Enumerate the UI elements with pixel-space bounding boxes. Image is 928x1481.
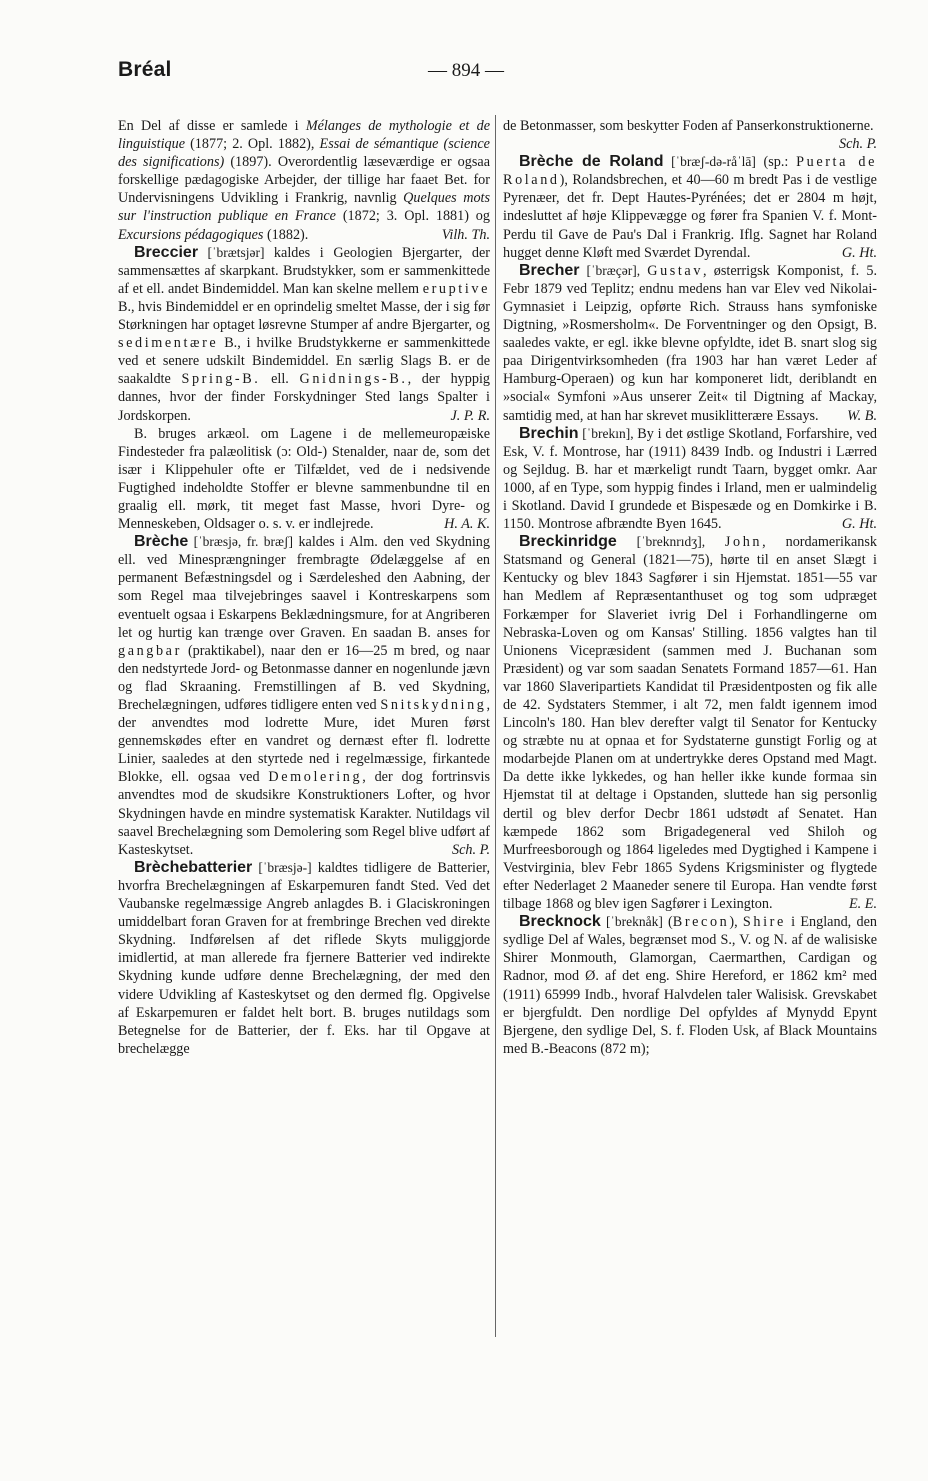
headword: Brèche — [134, 533, 189, 551]
left-column — [118, 117, 490, 1058]
text: (1877; 2. Opl. 1882), — [185, 136, 320, 153]
page-number: — 894 — — [428, 60, 504, 81]
entry-breckinridge — [503, 533, 877, 913]
entry-breal-continuation — [118, 117, 490, 244]
column-divider — [495, 115, 496, 1337]
spaced-term: Demolering — [268, 769, 363, 786]
author-signature: E. E. — [849, 896, 877, 913]
text: , østerrigsk Komponist, f. 5. Febr 1879 ved Teplitz; endnu medens han var Elev ved Nikolai-Gymnasiet i Leipzig, opførte Rich. Strauss hans symfoniske Digtning, »Rosmersholm«. De Forventninger og den Opsigt, B. saaledes vakte, er egl. ikke blevne opfyldte, idet B. snart slog sig paa Dirigentvirksomheden (fra 1903 har han været Leder af Hamburg-Operaen) og kun har komponeret lidt, deriblandt en »social« Symfoni »Aus unserer Zeit« til Digtning af Mackay, samtidig med, at han har skrevet musiklitterære Essays. — [503, 262, 877, 424]
text: , nordamerikansk Statsmand og General (1821—75), hørte til en anset Slægt i Kentucky og blev 1843 Sagfører i sin Hjemstat. 1851—55 var han Medlem af Repræsentanthuset og tog som udpræget Forkæmper for Slaveriet ivrig Del i Forhandlingerne om Nebraska-Loven og om Kansas' Stilling. 1856 valgtes han til Unionens Vicepræsident (sammen med J. Buchanan som Præsident) og var som saadan Senatets Formand 1857—61. Han var 1860 Slaveripartiets Kandidat til Præsidentposten og fik alle de 42. Sydstaters Stemmer, i alt 72, men faldt igennem imod Lincoln's 180. Han blev derefter valgt til Senator for Kentucky og stræbte nu at opnaa et for Sydstaterne gunstigt Forlig og at modarbejde Planen om at undertrykke deres Opstand med Magt. Da dette ikke lykkedes, og han heller ikke kunde formaa sin Hjemstat til at deltage i Opstanden, sluttede han sig personlig dertil og blev derfor Decbr 1861 udstødt af Senatet. Han kæmpede 1862 som Brigadegeneral ved Shiloh og Murfreesborough og 1864 ligeledes med Dygtighed i Kampene i Vestvirginia, blev Febr 1865 Sydens Krigsminister og flygtede efter Nederlaget 2 Maaneder senere til Europa. Han vendte først tilbage 1868 og blev igen Sagfører i Lexington. — [503, 534, 878, 913]
headword: Breckinridge — [519, 533, 617, 551]
text: (1882). — [263, 226, 309, 243]
pronunciation: [ˈbrætsjər] — [198, 244, 274, 260]
spaced-term: Gnidnings-B. — [299, 371, 408, 388]
text: ), — [729, 914, 743, 931]
book-title: Essai de sémantique (science des significations) — [118, 136, 490, 171]
text: ), — [559, 172, 573, 189]
author-signature: Sch. P. — [839, 136, 877, 153]
text: i England, den sydlige Del af Wales, begrænset mod S., V. og N. af de walisiske Shirer Monmouth, Glamorgan, Caermarthen, Cardigan og Radnor, mod Ø. af det eng. Shire Hereford, er 1862 km² med (1911) 65999 Indb., hvoraf Halvdelen taler Walisisk. Grevskabet er bjergfuldt. Den nordlige Del opfyldes af Mynydd Epynt Bjergene, den sydlige Del, S. f. Floden Usk, af Black Mountains med B.-Beacons (872 m); — [503, 914, 877, 1057]
spaced-term: Brecon — [672, 914, 730, 931]
book-title: Mélanges de mythologie et de linguistique — [118, 118, 491, 153]
entry-breche — [118, 533, 490, 859]
spaced-term: sedimentære — [118, 335, 219, 352]
text: B., hvis Bindemiddel er en oprindelig smeltet Masse, der i sig før Størkningen har optaget løsrevne Stumper af andre Bjergarter, og — [118, 298, 490, 334]
entry-brechebatterier — [118, 859, 490, 1058]
spaced-term: Spring-B. — [181, 371, 261, 388]
spaced-term: John — [724, 534, 763, 551]
spaced-term: gangbar — [118, 642, 182, 659]
entry-brecher — [503, 262, 877, 425]
author-signature: H. A. K. — [444, 516, 490, 533]
entry-breche-de-roland — [503, 153, 877, 262]
pronunciation: [ˈbræsjə-] — [252, 859, 318, 875]
entry-brecknock — [503, 913, 877, 1058]
text: , der dog fortrinsvis anvendtes mod de skudsikre Konstruktioners Lofter, og hvor Skydningen havde en mindre systematisk Karakter. Nutildags vil saavel Brechelægning som Demolering som Regel blive udført af Kasteskytset. — [118, 769, 490, 858]
text: Rolandsbrechen — [572, 172, 664, 189]
author-signature: J. P. R. — [450, 407, 490, 424]
headword: Brecher — [519, 261, 580, 279]
book-title: Quelques mots sur l'instruction publique en France — [118, 190, 490, 225]
text: ell. — [260, 371, 300, 388]
running-head: Bréal — [118, 58, 172, 81]
text: En Del af disse er samlede i — [118, 118, 306, 134]
spaced-term: eruptive — [422, 280, 490, 297]
text: kaldes i Geologien Bjergarter, der sammensættes af skarpkant. Brudstykker, som er sammenkittede af et ell. andet Bindemiddel. Man kan skelne mellem — [118, 244, 490, 297]
book-title: Excursions pédagogiques — [118, 226, 264, 243]
text: (1872; 3. Opl. 1881) og — [335, 208, 490, 225]
pronunciation: [ˈbræçər], — [579, 262, 648, 278]
spaced-term: Puerta de Roland — [503, 154, 877, 189]
pronunciation: [ˈbrekın], — [578, 425, 638, 441]
author-signature: G. Ht. — [841, 516, 877, 533]
author-signature: Vilh. Th. — [441, 226, 490, 243]
text: (sp.: — [763, 154, 797, 171]
entry-breccier-archaeology — [118, 425, 490, 534]
text: By i det østlige Skotland, Forfarshire, ved Esk, V. f. Montrose, har (1911) 8439 Indb. og Industri i Lærred og Sejldug. B. har et mærkeligt rundt Taarn, bygget omkr. Aar 1000, af en Type, som hyppig findes i Irland, men er ualmindelig i Skotland. David I grundede et Bispesæde og en Domkirke i B. 1150. Montrose afbrændte Byen 1645. — [503, 425, 877, 533]
text: , der hyppig dannes, hvor der finder Forskydninger Sted langs Spalter i Jordskorpen. — [118, 371, 490, 424]
text: , et 40—60 m bredt Pas i de vestlige Pyrenæer, det fr. Dept Hautes-Pyrénées; det er 2804 m højt, indesluttet af høje Klippevægge og fører fra Spanien V. f. Mont-Perdu til Gave de Pau's Dal i Frankrig. Iflg. Sagnet har Roland hugget denne Kløft med Sværdet Dyrendal. — [503, 172, 877, 261]
author-signature: Sch. P. — [452, 841, 490, 858]
headword: Brecknock — [519, 913, 601, 931]
text: de Betonmasser, som beskytter Foden af Panserkonstruktionerne. — [503, 118, 874, 134]
entry-breccier — [118, 244, 490, 425]
headword: Brèche de Roland — [519, 153, 664, 171]
text: , der anvendtes mod lodrette Mure, idet Muren først gennemskødes efter en vandret og dernæst efter fl. lodrette Linier, saaledes at den styrtede ned i regelmæssige, firkantede Blokke, ell. ogsaa ved — [118, 697, 490, 786]
headword: Brechin — [519, 424, 579, 442]
text: kaldes i Alm. den ved Skydning ell. ved Minesprængninger frembragte Ødelæggelse af en permanent Befæstningsdel og i Særdeleshed den Aabning, der som Regel maa tilvejebringes saavel i Kontreskarpens som eventuelt ogsaa i Eskarpens Beklædningsmure, for at Angriberen let og hurtig kan trænge over Graven. En saadan B. anses for — [118, 534, 490, 641]
text: B. bruges arkæol. om Lagene i de mellemeuropæiske Findesteder fra palæolitisk (ɔ: Old-) Stenalder, naar de, som det især i Klippehuler ofte er Tilfældet, ved de i nedsivende Fugtighed indeholdte Stoffer er blevne sammenbundne til en graalig ell. mørk, tit meget fast Masse, hvori Dyre- og Menneskeben, Oldsager o. s. v. er indlejrede. — [118, 425, 490, 533]
entry-brechin — [503, 425, 877, 534]
pronunciation: [ˈbreknrıdʒ], — [616, 534, 725, 550]
spaced-term: Shire — [742, 914, 786, 931]
text: (1897). Overordentlig læseværdige er ogsaa forskellige pædagogiske Arbejder, der tillige har faaet Bet. for Undervisningens Udvikling i Frankrig, navnlig — [118, 154, 490, 207]
headword: Breccier — [134, 243, 199, 261]
page-header — [118, 58, 814, 88]
spaced-term: Gustav — [647, 262, 704, 279]
text: ( — [668, 914, 673, 931]
right-column — [503, 117, 877, 1058]
headword: Brèchebatterier — [134, 858, 253, 876]
author-signature: G. Ht. — [841, 244, 877, 261]
text: B., i hvilke Brudstykkerne er sammenkittede ved et senere udskilt Bindemiddel. En særlig Slags B. er de saakaldte — [118, 335, 490, 388]
spaced-term: Snitskydning — [380, 697, 487, 713]
pronunciation: [ˈbræsjə, fr. bræʃ] — [188, 534, 299, 550]
text: kaldtes tidligere de Batterier, hvorfra Brechelægningen af Eskarpemuren fandt Sted. Ved det Vaubanske regelmæssige Angreb anlagdes B. i Glaciskroningen umiddelbart foran Graven for at frembringe Brechen ved direkte Skydning. Indførelsen af det riflede Skyts muliggjorde imidlertid, at man allerede fra fjernere Batterier ved indirekte Skydning kunde udføre denne Brechelægning, der med den videre Udvikling af Kasteskytset og den dermed flg. Opgivelse af Eskarpemuren er faldet helt bort. B. bruges nutildags som Betegnelse for de Batterier, der f. Eks. har til Opgave at brechelægge — [118, 859, 490, 1057]
text: (praktikabel), naar den er 16—25 m bred, og naar den nedstyrtede Jord- og Betonmasse danner en nogenlunde jævn og flad Skraaning. Fremstillingen af B. ved Skydning, Brechelægningen, udføres tidligere enten ved — [118, 642, 490, 713]
pronunciation: [ˈbreknåk] — [600, 914, 669, 930]
author-signature: W. B. — [847, 407, 877, 424]
pronunciation: [ˈbræʃ-də-råˈlā] — [663, 154, 764, 170]
entry-brechebatterier-continuation — [503, 117, 877, 153]
